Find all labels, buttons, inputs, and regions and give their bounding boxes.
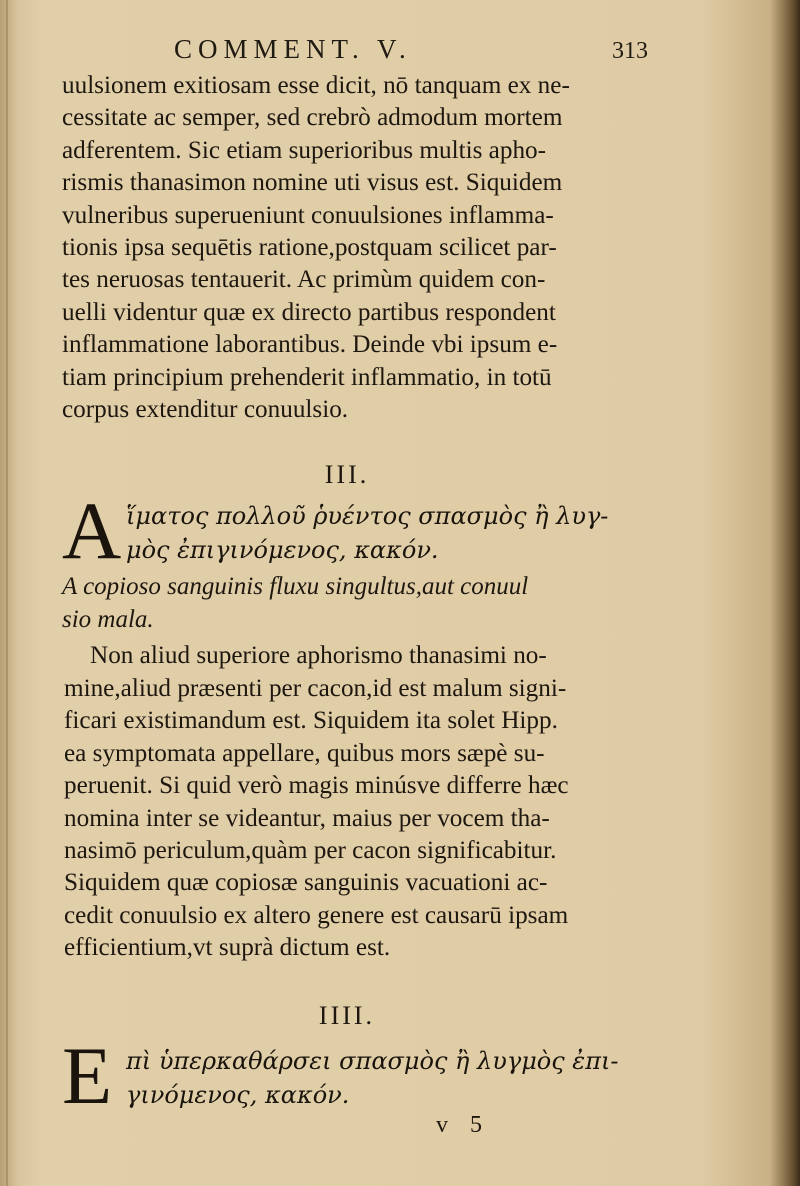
greek-line: ἵματος πολλοῦ ῥυέντος σπασμὸς ἢ λυγ- <box>126 502 609 531</box>
text-line: ficari existimandum est. Siquidem ita solet Hipp. <box>64 707 558 735</box>
page-content <box>62 28 648 1121</box>
text-line: inflammatione laborantibus. Deinde vbi ipsum e- <box>62 331 558 359</box>
initial-letter-a: A <box>62 485 122 577</box>
text-line: Non aliud superiore aphorismo thanasimi no- <box>90 642 547 670</box>
text-line: uulsionem exitiosam esse dicit, nō tanquam ex ne- <box>62 72 570 99</box>
text-line: cessitate ac semper, sed crebrò admodum mortem <box>62 104 563 132</box>
text-line: corpus extenditur conuulsio. <box>62 396 349 424</box>
text-line: Siquidem quæ copiosæ sanguinis vacuationi ac- <box>64 869 548 897</box>
greek-line: πὶ ὑπερκαθάρσει σπασμὸς ἢ λυγμὸς ἐπι- <box>126 1046 619 1075</box>
running-title: COMMENT. V. <box>174 34 412 64</box>
greek-line: μὸς ἐπιγινόμενος, κακόν. <box>126 536 439 565</box>
aphorism-4-greek <box>62 1029 632 1121</box>
text-line: ea symptomata appellare, quibus mors sæpè su- <box>64 739 545 767</box>
latin-translation-line: A copioso sanguinis fluxu singultus,aut conuul <box>62 573 529 601</box>
aphorism-number-4: IIII. <box>318 1000 376 1030</box>
page-header <box>62 28 648 70</box>
text-line: nomina inter se videantur, maius per vocem tha- <box>64 804 550 832</box>
commentary-paragraph-2 <box>62 640 632 964</box>
text-line: efficientium,vt suprà dictum est. <box>64 934 391 962</box>
text-line: peruenit. Si quid verò magis minúsve differre hæc <box>64 772 569 800</box>
commentary-paragraph-1 <box>62 70 632 426</box>
text-line: adferentem. Sic etiam superioribus multis apho- <box>62 136 547 164</box>
latin-translation-line: sio mala. <box>62 606 154 634</box>
text-line: cedit conuulsio ex altero genere est causarū ipsam <box>64 901 569 929</box>
text-line: tes neruosas tentauerit. Ac primùm quidem con- <box>62 266 546 294</box>
text-line: rismis thanasimon nomine uti visus est. Siquidem <box>62 169 563 197</box>
greek-line: γινόμενος, κακόν. <box>126 1080 350 1109</box>
text-line: tiam principium prehenderit inflammatio, in totū <box>62 363 552 391</box>
initial-letter-e: E <box>62 1029 113 1121</box>
text-line: vulneribus superueniunt conuulsiones inflamma- <box>62 201 554 229</box>
aphorism-3-greek <box>62 485 632 577</box>
aphorism-3-latin <box>62 570 632 636</box>
gutter-shadow <box>6 0 8 1186</box>
text-line: mine,aliud præsenti per cacon,id est malum signi- <box>64 674 567 702</box>
aphorism-number-3: III. <box>324 460 370 490</box>
text-line: uelli videntur quæ ex directo partibus respondent <box>62 298 556 326</box>
page-number: 313 <box>612 38 648 64</box>
signature-mark: v 5 <box>436 1112 490 1138</box>
text-line: tionis ipsa sequētis ratione,postquam scilicet par- <box>62 234 557 262</box>
text-line: nasimō periculum,quàm per cacon significabitur. <box>64 836 557 864</box>
